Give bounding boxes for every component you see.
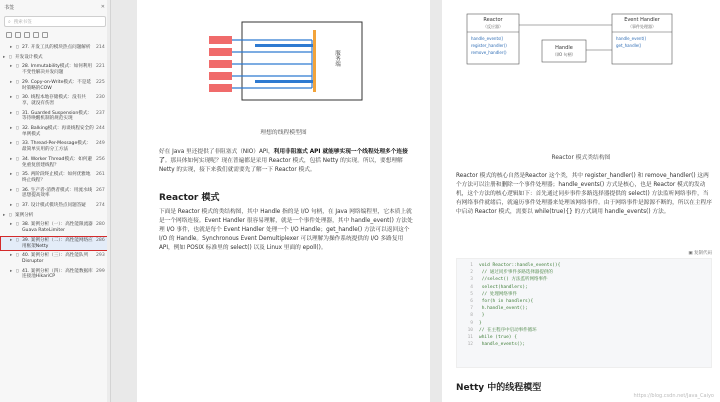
code-text: h.handle_event(); [479,306,528,312]
handle-class-title: Handle [555,45,573,51]
bookmark-icon: ▯ [16,172,19,178]
toc-item[interactable] [0,267,110,282]
code-text: } [479,320,482,326]
add-bookmark-icon[interactable] [24,32,30,38]
toc-label: 27. 开发工具的模块热点问题解析 [22,45,91,50]
toc-label: 案例分析 [15,212,34,218]
thread-bar [255,80,313,83]
chevron-right-icon[interactable]: ▸ [3,212,6,218]
toc-page-number: 214 [96,45,105,50]
toc-item[interactable] [0,109,110,124]
bookmark-icon: ▯ [16,45,19,50]
toc-item[interactable] [0,201,110,211]
toc-page-number: 286 [96,237,105,243]
chevron-right-icon[interactable]: ▸ [10,187,13,193]
code-text: select(handlers); [479,284,528,290]
line-number: 4 [470,284,473,290]
toc-item[interactable] [0,43,110,53]
reactor-class-subtitle: （反应器） [483,24,503,29]
toc-label: 开发设计模式 [15,54,43,60]
chevron-right-icon[interactable]: ▸ [10,156,13,162]
toc-label: 38. 案例分析（一）：高性能限流器Guava RateLimiter [22,222,93,234]
code-line [461,320,711,327]
section-heading: Reactor 模式 [159,193,220,203]
sidebar-title: 书签 [4,4,15,11]
delete-bookmark-icon[interactable] [33,32,39,38]
chevron-right-icon[interactable]: ▸ [10,79,13,85]
toc-item[interactable] [0,93,110,108]
bookmark-icon: ▯ [16,95,19,101]
toc-item[interactable] [0,124,110,139]
handle-class-subtitle: （I/O 句柄） [552,52,576,57]
line-number: 7 [470,306,473,312]
code-text: // 处理网络事件 [479,291,517,297]
code-line [461,327,711,334]
bookmark-icon: ▯ [16,222,19,228]
bookmark-icon: ▯ [9,54,12,60]
bookmark-icon: ▯ [9,212,12,218]
toc-label: 34. Worker Thread模式：如何避免重复创建线程？ [22,156,93,168]
chevron-right-icon[interactable]: ▸ [10,45,13,50]
toc-item[interactable] [0,155,110,170]
document-page-right [442,0,720,402]
copy-label: 复制代码 [694,251,712,256]
sidebar-toolbar [0,29,110,41]
code-text: handle_events(); [479,342,526,348]
paragraph [159,148,417,175]
bookmark-icon: ▯ [16,237,19,243]
chevron-right-icon[interactable]: ▸ [10,64,13,70]
code-text: for(h in handlers){ [479,299,534,305]
line-number: 12 [467,342,473,348]
chevron-right-icon[interactable]: ▸ [10,110,13,116]
toc-item[interactable] [0,186,110,201]
bookmark-list [0,41,110,282]
toc-item[interactable] [0,62,110,77]
code-text: // 通过同步事件多路选择器提供的 [479,270,553,276]
client-node [209,60,232,68]
client-nodes [209,36,232,92]
toc-page-number: 225 [96,79,105,85]
toc-page-number: 230 [96,95,105,101]
toc-label: 29. Copy-on-Write模式：不是延时策略的COW [22,79,91,91]
chevron-right-icon[interactable]: ▸ [10,95,13,101]
bookmarks-sidebar [0,0,111,402]
client-node [209,48,232,56]
toc-label: 36. 生产者-消费者模式：用流水线思想提高效率 [22,187,93,199]
toc-page-number: 261 [96,172,105,178]
bookmark-icon: ▯ [16,156,19,162]
method-label: get_handle() [616,43,642,48]
collapse-icon[interactable] [15,32,21,38]
bookmark-icon: ▯ [16,64,19,70]
toc-page-number: 237 [96,110,105,116]
chevron-right-icon[interactable]: ▸ [10,203,13,209]
code-line [461,262,711,269]
method-label: handle_event() [616,36,647,41]
line-number: 5 [470,291,473,297]
toc-page-number: 293 [96,253,105,259]
toc-page-number: 280 [96,222,105,228]
chevron-right-icon[interactable]: ▸ [10,237,13,243]
event-handler-class-subtitle: （事件处理器） [628,24,656,29]
line-number: 3 [470,277,473,283]
chevron-right-icon[interactable]: ▸ [3,54,6,60]
client-node [209,72,232,80]
line-number: 11 [467,335,473,341]
line-number: 10 [467,327,473,333]
bookmark-icon: ▯ [16,126,19,132]
bookmark-icon: ▯ [16,253,19,259]
server-label: 服务端 [334,50,340,67]
figure-caption: 理想的线程模型图 [260,130,307,136]
chevron-right-icon[interactable]: ▸ [10,172,13,178]
toc-label: 37. 设计模式模块热点问题答疑 [22,203,86,209]
close-icon[interactable]: ✕ [100,4,105,10]
chevron-right-icon[interactable]: ▸ [10,268,13,274]
thread-model-diagram [137,0,430,130]
chevron-right-icon[interactable]: ▸ [10,141,13,147]
code-line [461,312,711,319]
text-span: 。那具体如何实现呢？现在普遍都是采用 Reactor 模式，包括 Netty 的实现。所以，要想理解 Netty 的实现，接下来我们就需要先了解一下 Reactor 模式。 [159,158,403,173]
toc-label: 40. 案例分析（三）：高性能队列Disruptor [22,253,89,264]
chevron-right-icon[interactable]: ▸ [10,126,13,132]
toc-label: 41. 案例分析（四）：高性能数据库连接池HikariCP [22,268,93,280]
client-node [209,36,232,44]
code-text: while (true) { [479,335,517,341]
toc-label: 31. Guarded Suspension模式：等待唤醒机制的规范实现 [22,110,93,122]
method-label: register_handler() [471,43,507,48]
reactor-class-title: Reactor [483,17,503,23]
toc-item[interactable] [0,220,110,235]
toc-item[interactable] [0,236,110,251]
code-line [461,291,711,298]
code-line [461,334,711,341]
line-number: 8 [470,313,473,319]
toc-page-number: 244 [96,126,105,132]
event-handler-class-title: Event Handler [624,17,660,23]
thread-selector [313,30,316,92]
reactor-class-diagram [442,0,720,70]
code-line [461,305,711,312]
bookmark-icon: ▯ [16,79,19,85]
toc-label: 39. 案例分析（二）：高性能网络应用框架Netty [22,237,93,249]
code-text: //select() 方法监听网络事件 [479,277,548,283]
handle-class [542,40,586,62]
code-line [461,341,711,348]
bookmark-icon: ▯ [16,110,19,116]
document-page-left [137,0,430,402]
toc-page-number: 256 [96,156,105,162]
chevron-right-icon[interactable]: ▸ [10,253,13,259]
code-line [461,269,711,276]
bookmark-search-input[interactable] [4,16,106,27]
method-label: remove_handler() [471,50,507,55]
search-icon: ⌕ [8,18,11,25]
code-text: // 在主程序中启动事件循环 [479,327,537,333]
toc-label: 32. Balking模式：再谈线程安全的单例模式 [22,126,94,137]
method-label: handle_events() [471,36,504,41]
settings-icon[interactable] [42,32,48,38]
line-number: 2 [470,270,473,276]
text-span: 好在 Java 里还提供了非阻塞式（NIO）API， [159,149,274,155]
toc-label: 30. 线程本地存储模式：没有共享，就没有伤害 [22,95,86,106]
toc-page-number: 299 [96,268,105,274]
code-line [461,298,711,305]
section-heading: Netty 中的线程模型 [456,383,542,393]
code-line [461,276,711,283]
toc-item[interactable] [0,170,110,185]
toc-item[interactable] [0,251,110,266]
paragraph: 下面是 Reactor 模式的类结构图，其中 Handle 指的是 I/O 句柄，在 Java 网络编程里，它本质上就是一个网络连接。Event Handler 很容易理解，就是一个事件处理器，其中 handle_event() 方法处理 I/O 事件，也就是每个 Event Handler 处理一个 I/O Handle；get_handle() 方法可以返回这个 I/O 的 Handle。Synchronous Event Demultiplexer 可以理解为操作系统提供的 I/O 多路复用 API，例如 POSIX 标准里的 select() 以及 Linux 里面的 epoll()。 [159,209,413,251]
toc-section[interactable] [0,211,110,221]
figure-caption: Reactor 模式类结构图 [551,155,611,161]
toc-section[interactable] [0,53,110,63]
toc-page-number: 249 [96,141,105,147]
code-text: } [479,313,485,319]
line-number: 9 [470,320,473,326]
code-text: void Reactor::handle_events(){ [479,263,561,268]
expand-icon[interactable] [6,32,12,38]
search-placeholder: 搜索书签 [13,19,32,25]
chevron-right-icon[interactable]: ▸ [10,222,13,228]
sidebar-header [0,0,110,14]
toc-label: 35. 两阶段终止模式：如何优雅地终止线程？ [22,172,91,183]
bookmark-icon: ▯ [16,203,19,209]
toc-page-number: 274 [96,203,105,209]
line-number: 6 [470,299,473,305]
bookmark-icon: ▯ [16,141,19,147]
toc-label: 33. Thread-Per-Message模式：最简单实用的分工方法 [22,141,92,153]
toc-page-number: 221 [96,64,105,70]
watermark: https://blog.csdn.net/Java_Caiyo [633,393,714,399]
thread-bar [255,44,313,47]
toc-item[interactable] [0,78,110,93]
copy-code-button[interactable]: ▣ 复制代码 [688,251,712,256]
bookmark-icon: ▯ [16,187,19,193]
code-line [461,284,711,291]
bold-text: 利用非阻塞式 API 就能够实现一个线程处理多个连接了 [159,149,408,164]
paragraph: Reactor 模式的核心自然是Reactor 这个类，其中 register_handler() 和 remove_handler() 这两个方法可以注册和删除一个事件处理器；handle_events() 方式是核心，也是 Reactor 模式的发动机，这个方法的核心逻辑如下：首先通过同步事件多路选择器提供的 select() 方法监听网络事件，当有网络事件就绪后，就遍历事件处理器来处理该网络事件。由于网络事件是源源不断的，所以在主程序中启动 Reactor 模式，需要以 while(true){} 的方式调用 handle_events() 方法。 [456,173,712,215]
line-number: 1 [470,263,473,268]
toc-label: 28. Immutability模式：如何利用不变性解决并发问题 [22,64,93,76]
toc-page-number: 267 [96,187,105,193]
bookmark-icon: ▯ [16,268,19,274]
sidebar-scrollbar[interactable] [107,0,110,402]
code-block [456,258,712,368]
toc-item[interactable] [0,139,110,154]
client-node [209,84,232,92]
